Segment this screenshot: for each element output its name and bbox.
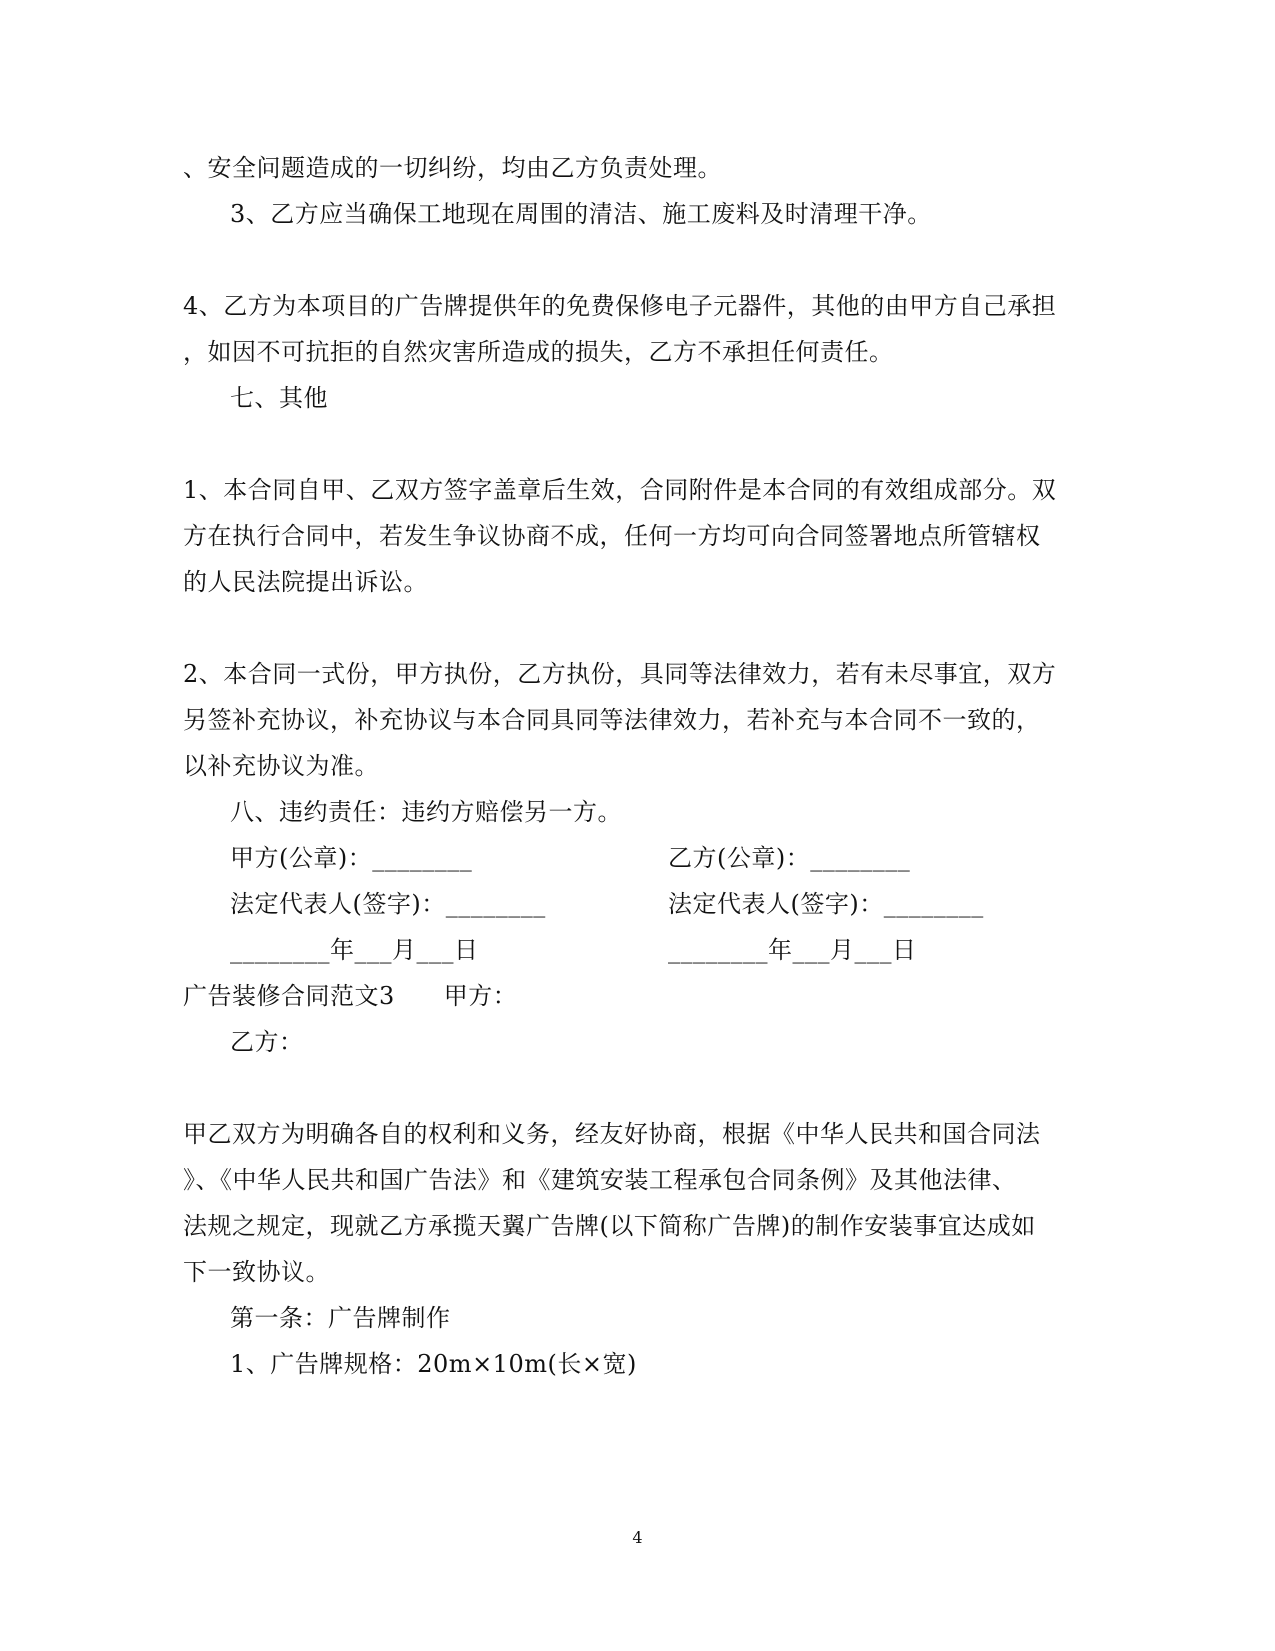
text-line: 1、广告牌规格：20m×10m(长×宽) xyxy=(230,1350,637,1378)
text-line: 、安全问题造成的一切纠纷，均由乙方负责处理。 xyxy=(183,154,722,182)
text-line: 2、本合同一式份，甲方执份，乙方执份，具同等法律效力，若有未尽事宜，双方 xyxy=(183,660,1057,688)
text-line: 法规之规定，现就乙方承揽天翼广告牌(以下简称广告牌)的制作安装事宜达成如 xyxy=(183,1212,1036,1240)
text-line: 甲乙双方为明确各自的权利和义务，经友好协商，根据《中华人民共和国合同法 xyxy=(183,1120,1041,1148)
party-b-label: 乙方： xyxy=(230,1028,304,1056)
text-line: 以补充协议为准。 xyxy=(183,752,379,780)
signature-party-a-date: ________年___月___日 xyxy=(230,936,479,964)
signature-party-a-representative: 法定代表人(签字)：________ xyxy=(230,890,546,918)
section-heading: 七、其他 xyxy=(230,384,328,412)
text-line: 另签补充协议，补充协议与本合同具同等法律效力，若补充与本合同不一致的， xyxy=(183,706,1041,734)
text-line: 》、《中华人民共和国广告法》和《建筑安装工程承包合同条例》及其他法律、 xyxy=(183,1166,1017,1194)
page-number: 4 xyxy=(632,1528,643,1547)
section-heading: 八、违约责任：违约方赔偿另一方。 xyxy=(230,798,622,826)
text-line: ，如因不可抗拒的自然灾害所造成的损失，乙方不承担任何责任。 xyxy=(183,338,894,366)
contract-title: 广告装修合同范文3 甲方： xyxy=(183,982,518,1010)
section-heading: 第一条：广告牌制作 xyxy=(230,1304,451,1332)
text-line: 方在执行合同中，若发生争议协商不成，任何一方均可向合同签署地点所管辖权 xyxy=(183,522,1041,550)
signature-party-a-seal: 甲方(公章)：________ xyxy=(230,844,473,872)
text-line: 3、乙方应当确保工地现在周围的清洁、施工废料及时清理干净。 xyxy=(230,200,932,228)
text-line: 4、乙方为本项目的广告牌提供年的免费保修电子元器件，其他的由甲方自己承担 xyxy=(183,292,1057,320)
text-line: 的人民法院提出诉讼。 xyxy=(183,568,428,596)
text-line: 下一致协议。 xyxy=(183,1258,330,1286)
signature-party-b-representative: 法定代表人(签字)：________ xyxy=(668,890,984,918)
signature-party-b-date: ________年___月___日 xyxy=(668,936,917,964)
text-line: 1、本合同自甲、乙双方签字盖章后生效，合同附件是本合同的有效组成部分。双 xyxy=(183,476,1057,504)
signature-party-b-seal: 乙方(公章)：________ xyxy=(668,844,911,872)
